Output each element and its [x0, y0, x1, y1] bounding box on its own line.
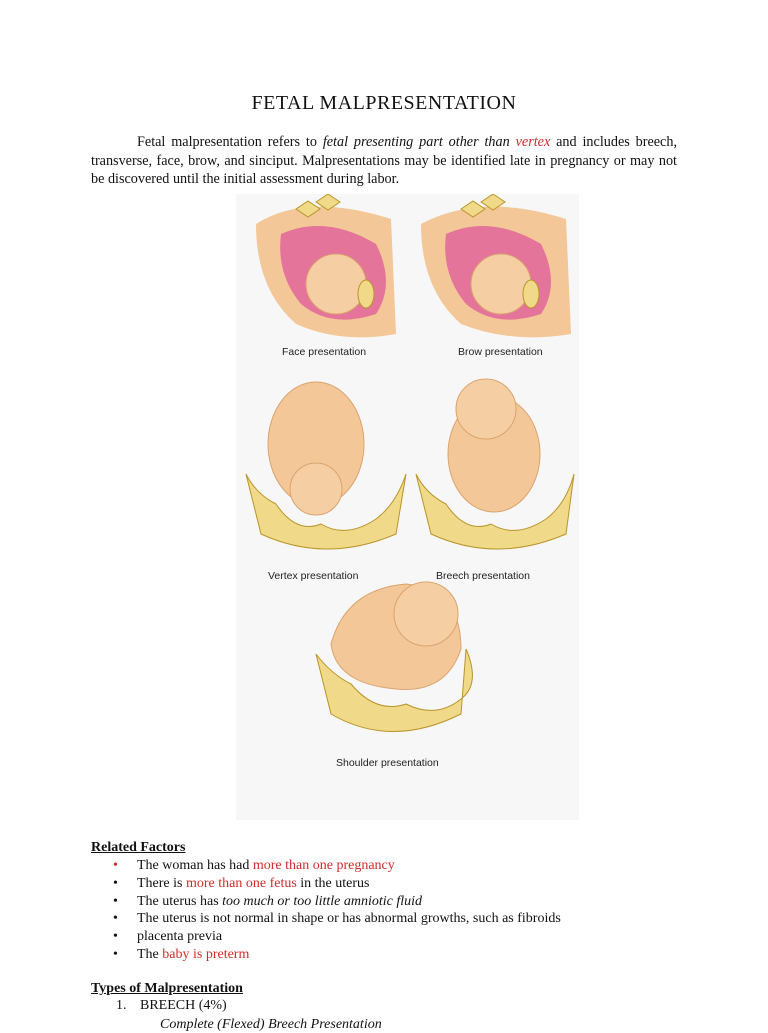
- list-text: The: [137, 946, 163, 962]
- related-factors-heading: Related Factors: [91, 840, 186, 855]
- list-text-red: more than one fetus: [185, 875, 297, 891]
- intro-text-2: and includes breech, transverse, face, brow, and sinciput. Malpresentations may be identified late in pregnancy or may not be discovered until the initial assessment during labor.: [91, 134, 677, 187]
- list-text-red: baby is preterm: [162, 946, 250, 962]
- caption-vertex: Vertex presentation: [268, 570, 359, 582]
- list-text: The woman has had: [137, 858, 253, 873]
- list-text: The uterus is not normal in shape or has abnormal growths, such as fibroids: [137, 911, 561, 927]
- list-text: The uterus has: [137, 893, 223, 909]
- brow-presentation-illustration: [421, 194, 571, 337]
- vertex-presentation-illustration: [246, 382, 406, 549]
- bullet-icon: •: [113, 946, 118, 962]
- list-text-red: more than one pregnancy: [252, 858, 395, 873]
- list-text: placenta previa: [137, 929, 223, 945]
- bullet-icon: •: [113, 929, 118, 945]
- types-subitem-1: Complete (Flexed) Breech Presentation: [160, 1017, 382, 1032]
- intro-text-italic: fetal presenting part other than: [322, 134, 516, 150]
- intro-paragraph: [91, 133, 677, 189]
- intro-text-vertex: vertex: [515, 134, 551, 150]
- face-presentation-illustration: [256, 194, 396, 337]
- list-item: [113, 875, 561, 893]
- caption-shoulder: Shoulder presentation: [336, 757, 439, 769]
- list-text: There is: [137, 875, 186, 891]
- list-item: [113, 893, 561, 911]
- bullet-icon: •: [113, 911, 118, 927]
- caption-brow: Brow presentation: [458, 346, 543, 358]
- list-item: [113, 946, 561, 964]
- intro-text-1: Fetal malpresentation refers to: [137, 134, 323, 150]
- list-item: [113, 928, 561, 946]
- related-factors-list: [113, 857, 561, 964]
- types-heading: Types of Malpresentation: [91, 981, 243, 996]
- list-item: [113, 857, 561, 875]
- shoulder-presentation-illustration: [316, 582, 472, 732]
- presentation-illustration: [236, 194, 579, 820]
- list-text-italic: too much or too little amniotic fluid: [222, 893, 423, 909]
- caption-breech: Breech presentation: [436, 570, 530, 582]
- list-text: in the uterus: [296, 875, 370, 891]
- presentation-figure: [236, 194, 579, 820]
- types-item-label: BREECH (4%): [140, 998, 227, 1013]
- list-item: [113, 910, 561, 928]
- bullet-icon: •: [113, 893, 118, 909]
- bullet-icon: •: [113, 858, 118, 873]
- types-item-number: 1.: [116, 998, 127, 1013]
- caption-face: Face presentation: [282, 346, 367, 358]
- breech-presentation-illustration: [416, 379, 574, 549]
- bullet-icon: •: [113, 875, 118, 891]
- types-item-1: [116, 998, 227, 1014]
- page-title: FETAL MALPRESENTATION: [251, 92, 517, 114]
